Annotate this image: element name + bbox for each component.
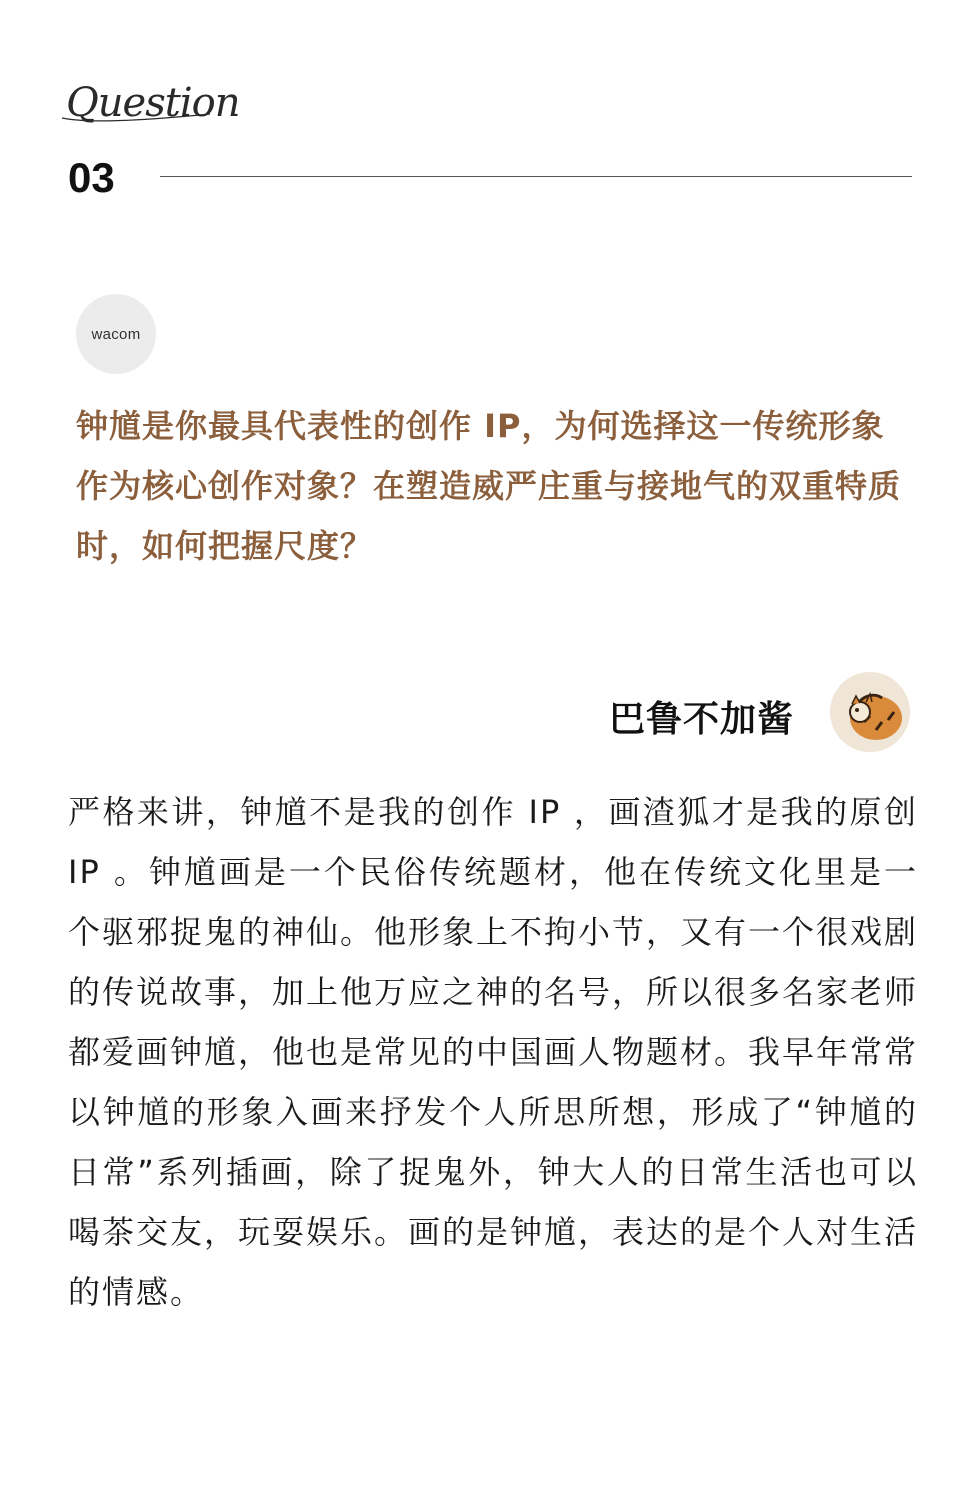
header-divider xyxy=(160,176,912,177)
question-text: 钟馗是你最具代表性的创作 IP，为何选择这一传统形象作为核心创作对象？在塑造威严庄重与接地气的双重特质时，如何把握尺度？ xyxy=(76,407,902,565)
brand-avatar xyxy=(76,294,156,374)
brand-logo-text: wacom xyxy=(91,325,141,343)
question-script-title xyxy=(60,80,240,140)
tiger-illustration-icon xyxy=(830,672,910,752)
answer-text: 严格来讲，钟馗不是我的创作 IP ，画渣狐才是我的原创 IP 。钟馗画是一个民俗传统题材，他在传统文化里是一个驱邪捉鬼的神仙。他形象上不拘小节，又有一个很戏剧的传说故事，加上他万应之神的名号，所以很多名家老师都爱画钟馗，他也是常见的中国画人物题材。我早年常常以钟馗的形象入画来抒发个人所思所想，形成了“钟馗的日常”系列插画，除了捉鬼外，钟大人的日常生活也可以喝茶交友，玩耍娱乐。画的是钟馗，表达的是个人对生活的情感。 xyxy=(68,793,919,1311)
author-avatar xyxy=(830,672,910,752)
script-title-text: Question xyxy=(66,80,240,126)
script-flourish-icon xyxy=(60,80,220,140)
author-name: 巴鲁不加酱 xyxy=(608,699,794,740)
question-number: 03 xyxy=(68,154,115,201)
